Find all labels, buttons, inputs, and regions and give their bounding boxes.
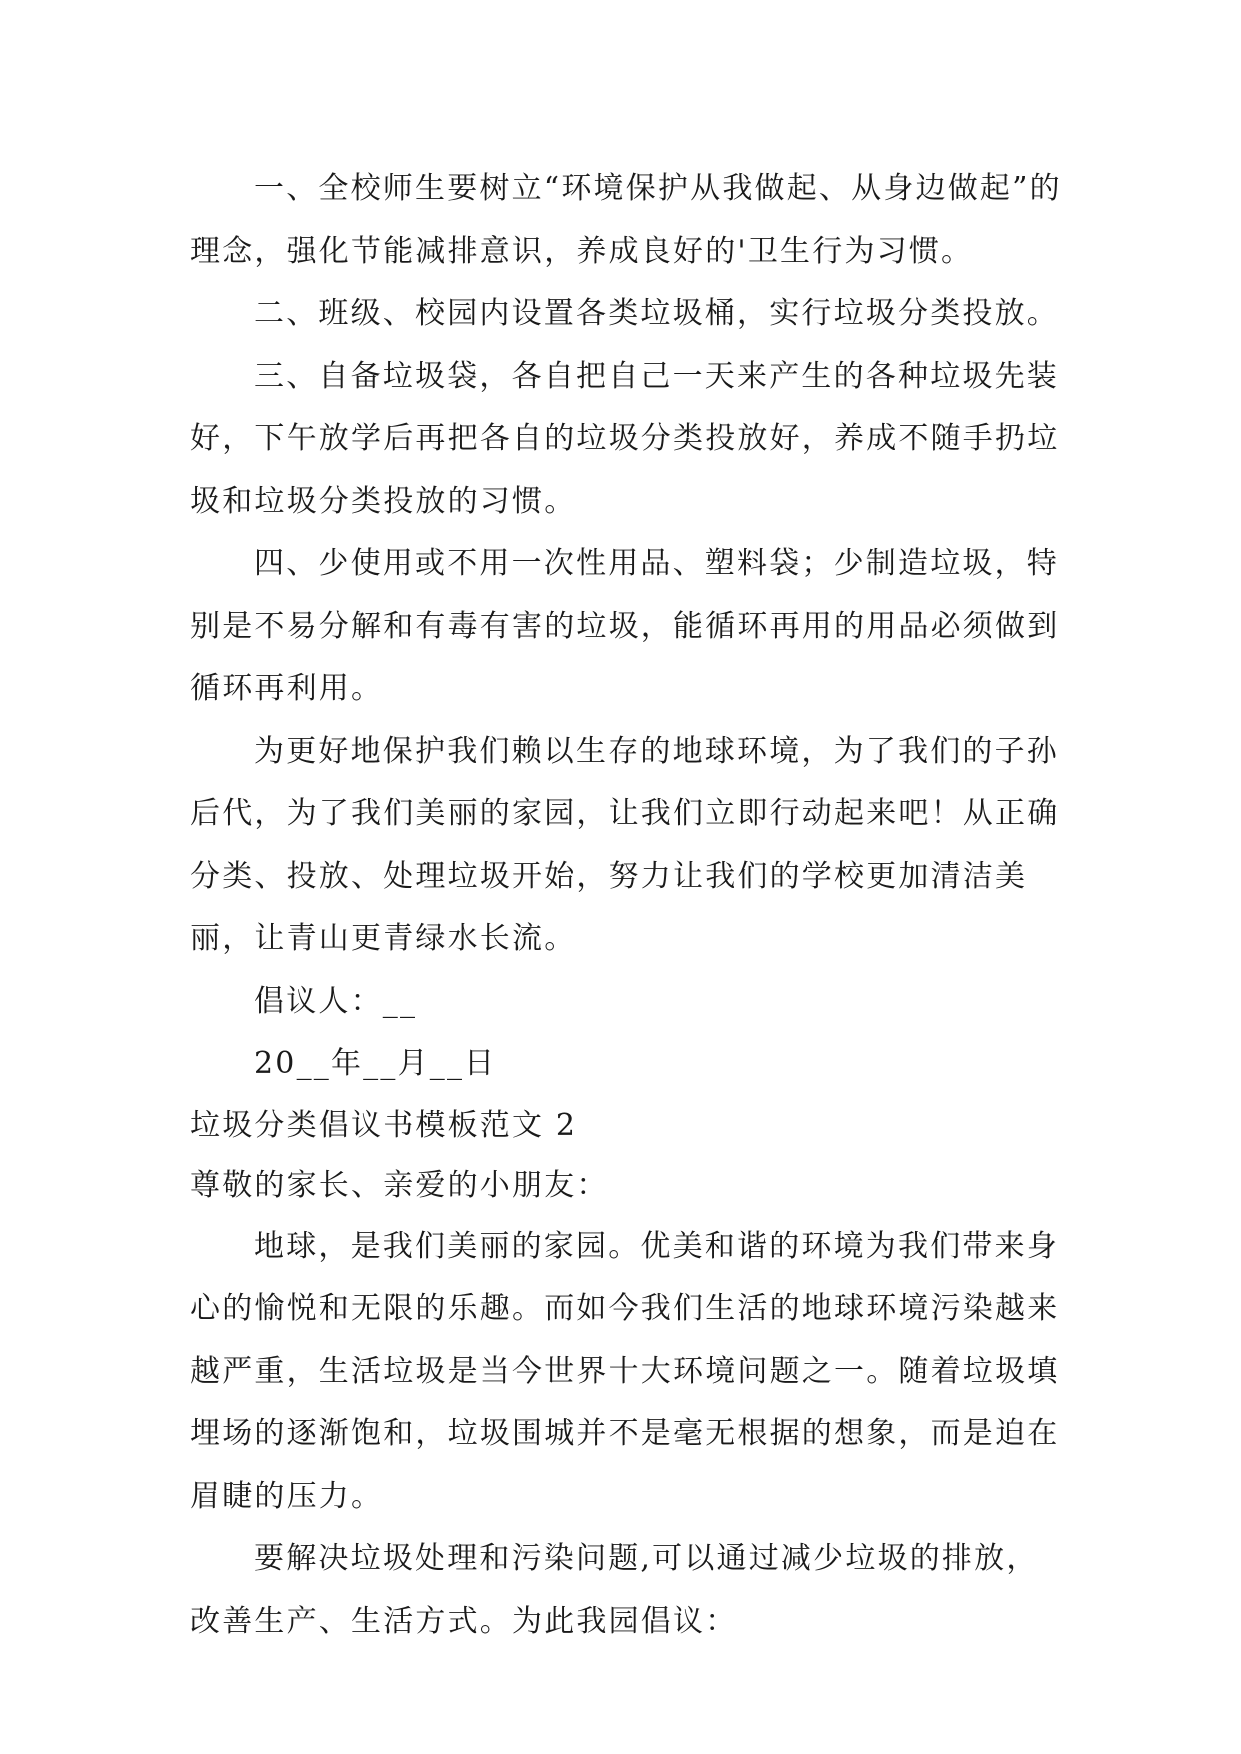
paragraph-1: 一、全校师生要树立“环境保护从我做起、从身边做起”的理念，强化节能减排意识，养成良好的'卫生行为习惯。 [190,171,1062,269]
paragraph-7: 要解决垃圾处理和污染问题,可以通过减少垃圾的排放，改善生产、生活方式。为此我园倡议： [190,1541,1039,1639]
document-page [190,158,1070,1653]
paragraph-6: 地球，是我们美丽的家园。优美和谐的环境为我们带来身心的愉悦和无限的乐趣。而如今我们生活的地球环境污染越来越严重，生活垃圾是当今世界十大环境问题之一。随着垃圾填埋场的逐渐饱和，垃圾围城并不是毫无根据的想象，而是迫在眉睫的压力。 [190,1228,1060,1514]
paragraph-3: 三、自备垃圾袋，各自把自己一天来产生的各种垃圾先装好，下午放学后再把各自的垃圾分类投放好，养成不随手扔垃圾和垃圾分类投放的习惯。 [190,358,1060,519]
signer-line: 倡议人：__ [254,983,418,1019]
paragraph-4: 四、少使用或不用一次性用品、塑料袋；少制造垃圾，特别是不易分解和有毒有害的垃圾，能循环再用的用品必须做到循环再利用。 [190,546,1060,706]
date-line: 20__年__月__日 [254,1046,497,1081]
section-title: 垃圾分类倡议书模板范文 2 [190,1107,578,1143]
paragraph-5: 为更好地保护我们赖以生存的地球环境，为了我们的子孙后代，为了我们美丽的家园，让我们立即行动起来吧！从正确分类、投放、处理垃圾开始，努力让我们的学校更加清洁美丽，让青山更青绿水长流。 [190,733,1060,956]
salutation: 尊敬的家长、亲爱的小朋友： [190,1167,609,1203]
paragraph-2: 二、班级、校园内设置各类垃圾桶，实行垃圾分类投放。 [254,296,1059,331]
